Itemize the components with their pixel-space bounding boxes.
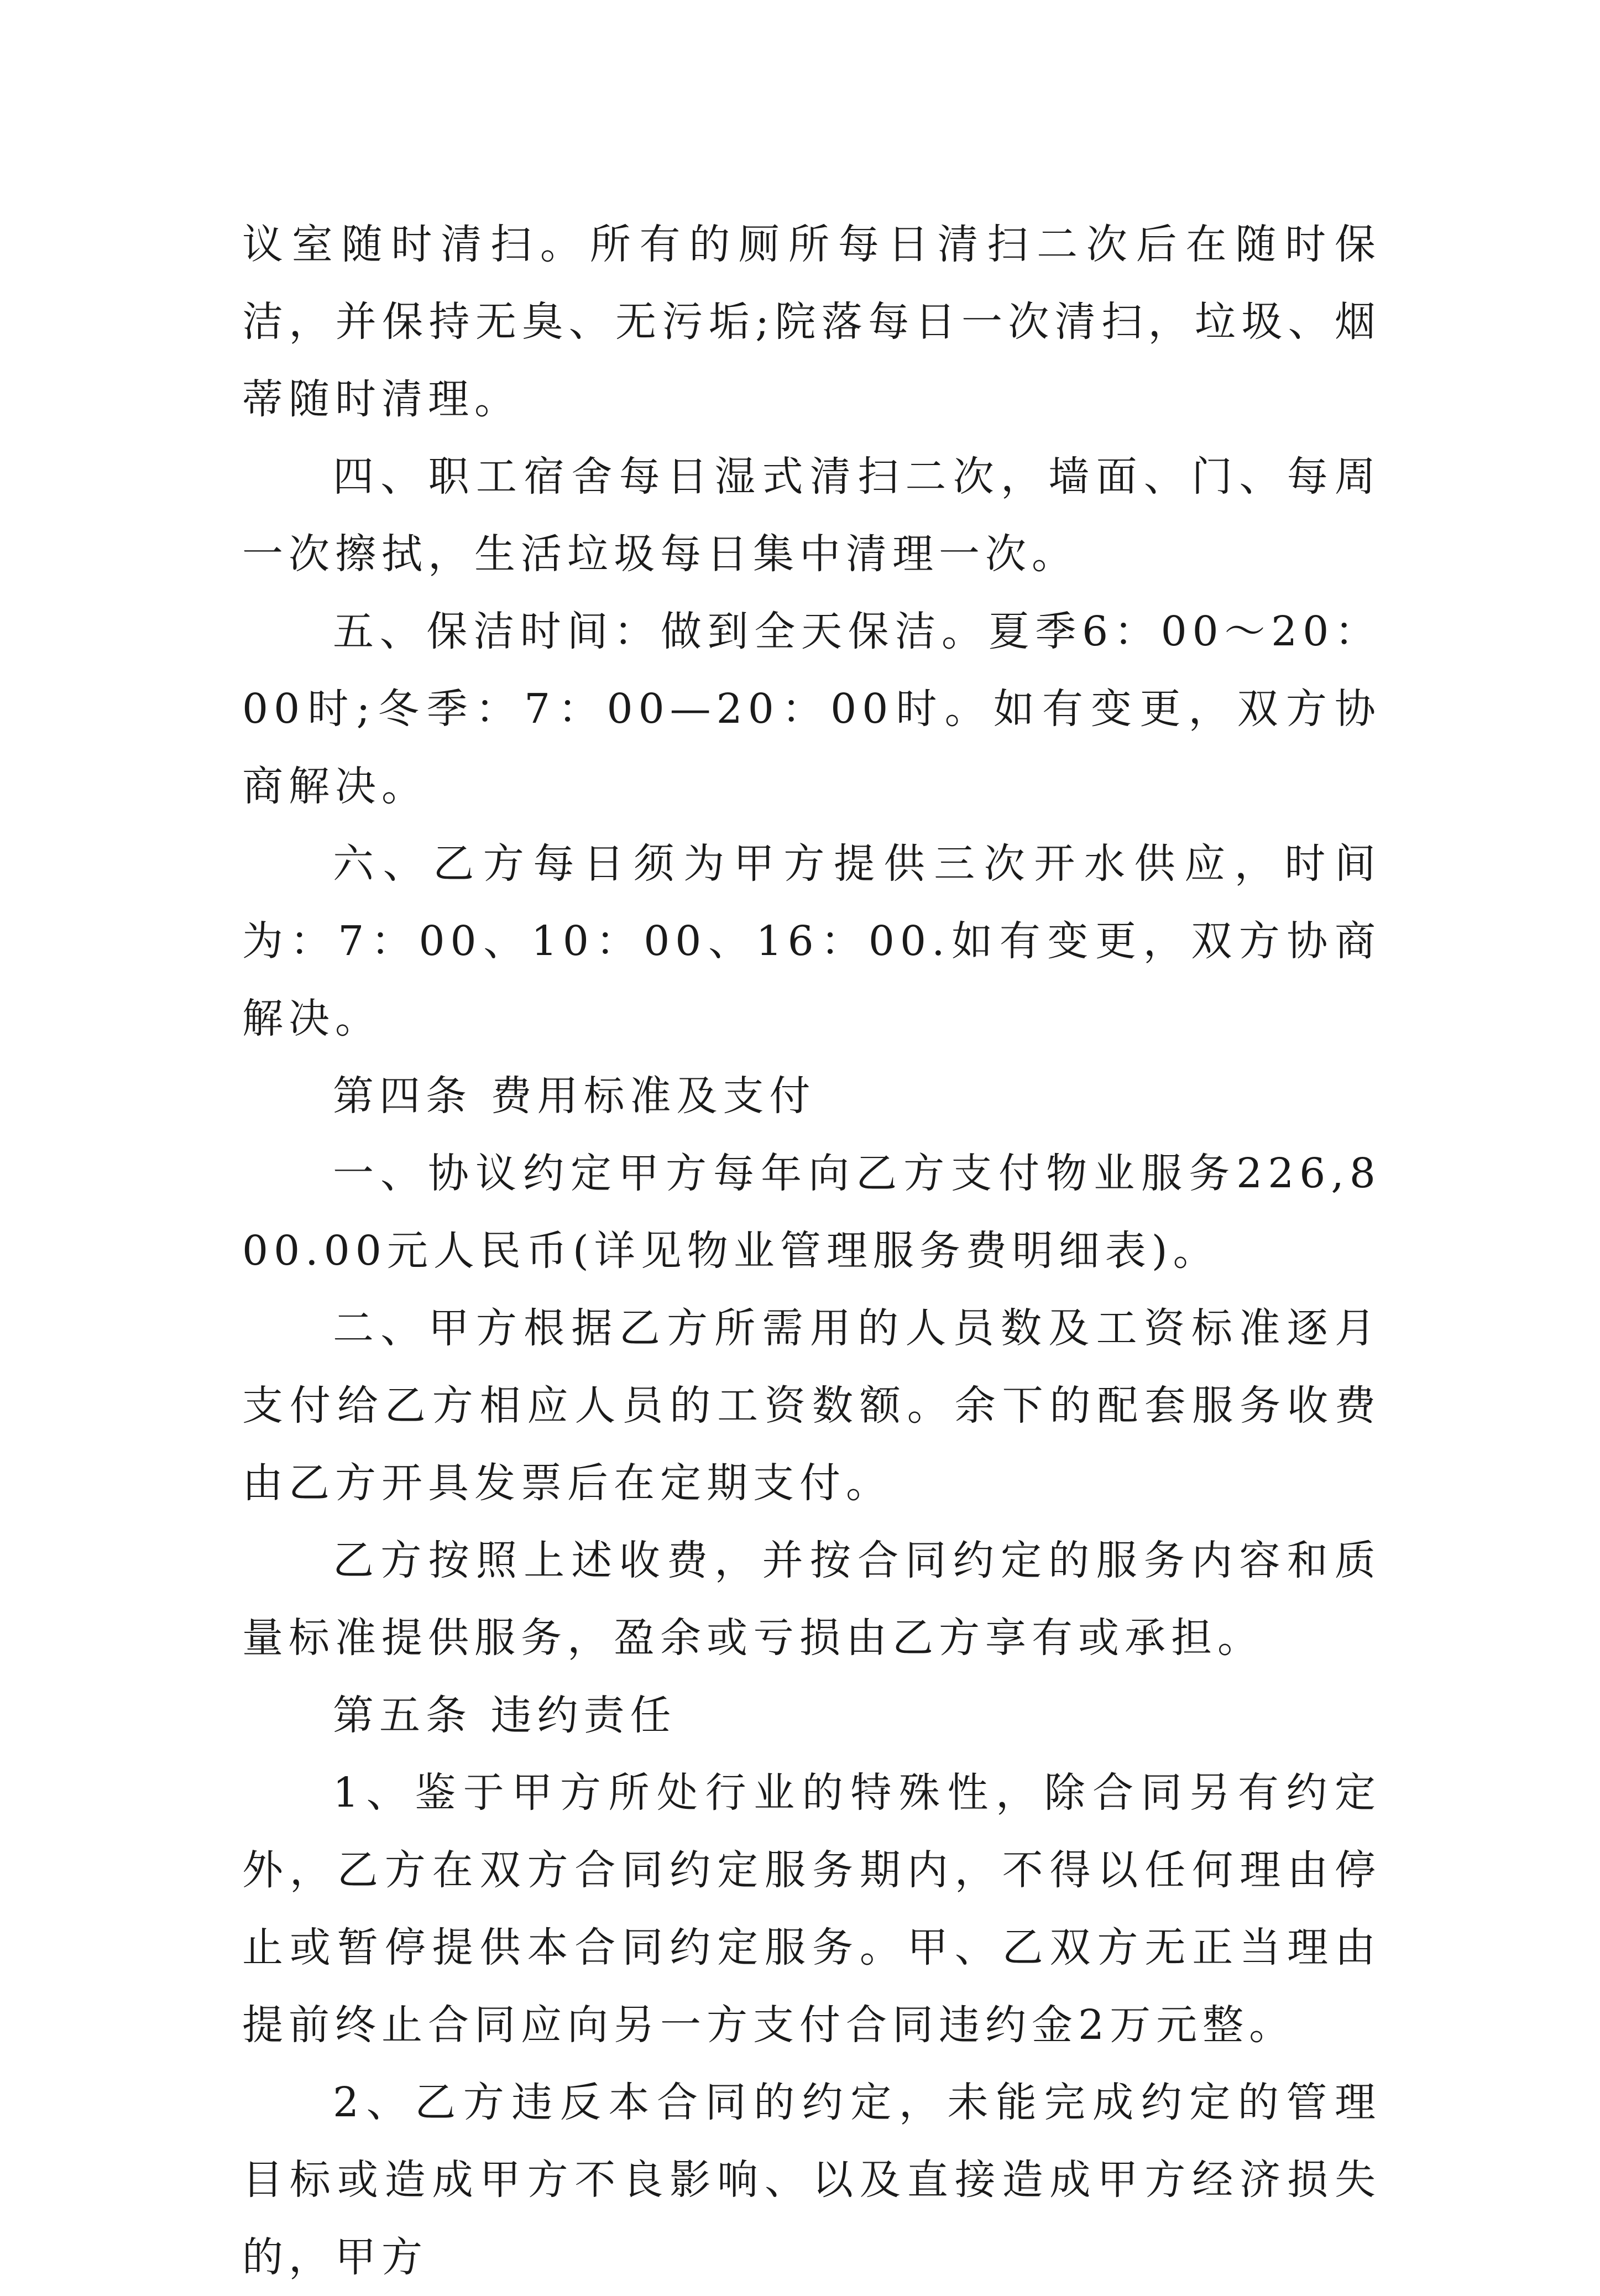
paragraph-dormitory-cleaning: 四、职工宿舍每日湿式清扫二次，墙面、门、每周一次擦拭，生活垃圾每日集中清理一次。 (242, 453, 1381, 578)
section-heading-article-5: 第五条 违约责任 (333, 1692, 677, 1739)
paragraph-annual-fee: 一、协议约定甲方每年向乙方支付物业服务226,800.00元人民币(详见物业管理服务费明细表)。 (242, 1150, 1381, 1275)
paragraph-liability-1: 1、鉴于甲方所处行业的特殊性，除合同另有约定外，乙方在双方合同约定服务期内，不得以任何理由停止或暂停提供本合同约定服务。甲、乙双方无正当理由提前终止合同应向另一方支付合同违约金2万元整。 (242, 1769, 1381, 2049)
section-heading-article-4: 第四条 费用标准及支付 (333, 1072, 816, 1120)
paragraph-liability-2: 2、乙方违反本合同的约定，未能完成约定的管理目标或造成甲方不良影响、以及直接造成甲方经济损失的，甲方 (242, 2079, 1381, 2281)
paragraph-boiled-water-supply: 六、乙方每日须为甲方提供三次开水供应，时间为：7：00、10：00、16：00.如有变更，双方协商解决。 (242, 840, 1381, 1042)
document-body (242, 206, 1381, 2296)
paragraph-monthly-payment: 二、甲方根据乙方所需用的人员数及工资标准逐月支付给乙方相应人员的工资数额。余下的配套服务收费由乙方开具发票后在定期支付。 (242, 1304, 1381, 1507)
paragraph-cleaning-hours: 五、保洁时间：做到全天保洁。夏季6：00～20：00时;冬季：7：00—20：00时。如有变更，双方协商解决。 (242, 608, 1381, 810)
paragraph-profit-loss: 乙方按照上述收费，并按合同约定的服务内容和质量标准提供服务，盈余或亏损由乙方享有或承担。 (242, 1537, 1381, 1662)
paragraph-continuation: 议室随时清扫。所有的厕所每日清扫二次后在随时保洁，并保持无臭、无污垢;院落每日一次清扫，垃圾、烟蒂随时清理。 (242, 221, 1381, 423)
